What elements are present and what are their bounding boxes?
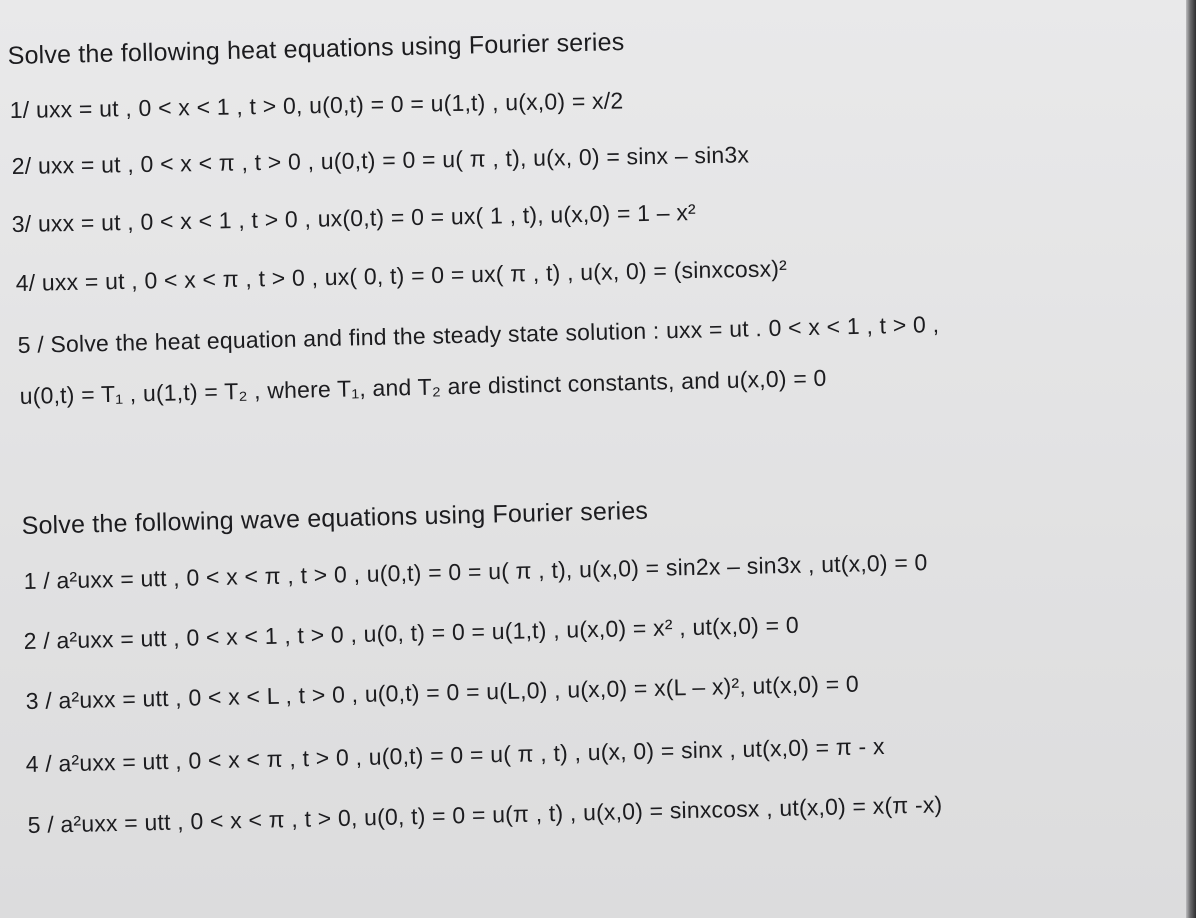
- heat-problem-3: 3/ uxx = ut , 0 < x < 1 , t > 0 , ux(0,t) = 0 = ux( 1 , t), u(x,0) = 1 – x²: [11, 199, 697, 238]
- wave-problem-1: 1 / a²uxx = utt , 0 < x < π , t > 0 , u(0,t) = 0 = u( π , t), u(x,0) = sin2x – sin3x , ut(x,0) = 0: [23, 549, 928, 595]
- photo-right-edge: [1186, 0, 1196, 918]
- heat-problem-1: 1/ uxx = ut , 0 < x < 1 , t > 0, u(0,t) = 0 = u(1,t) , u(x,0) = x/2: [9, 87, 624, 124]
- heat-problem-2: 2/ uxx = ut , 0 < x < π , t > 0 , u(0,t) = 0 = u( π , t), u(x, 0) = sinx – sin3x: [11, 141, 750, 180]
- wave-problem-3: 3 / a²uxx = utt , 0 < x < L , t > 0 , u(0,t) = 0 = u(L,0) , u(x,0) = x(L – x)², ut(x,0) = 0: [25, 670, 860, 715]
- wave-problem-2: 2 / a²uxx = utt , 0 < x < 1 , t > 0 , u(0, t) = 0 = u(1,t) , u(x,0) = x² , ut(x,0) = 0: [23, 611, 800, 655]
- wave-problem-5: 5 / a²uxx = utt , 0 < x < π , t > 0, u(0, t) = 0 = u(π , t) , u(x,0) = sinxcosx , ut(x,0) = x(π -x): [27, 791, 943, 839]
- heat-heading: Solve the following heat equations using Fourier series: [7, 28, 625, 71]
- wave-heading: Solve the following wave equations using Fourier series: [21, 496, 649, 541]
- wave-problem-4: 4 / a²uxx = utt , 0 < x < π , t > 0 , u(0,t) = 0 = u( π , t) , u(x, 0) = sinx , ut(x,0) = π - x: [25, 733, 885, 778]
- heat-problem-5-continued: u(0,t) = T₁ , u(1,t) = T₂ , where T₁, and T₂ are distinct constants, and u(x,0) = 0: [19, 364, 827, 410]
- heat-problem-5: 5 / Solve the heat equation and find the steady state solution : uxx = ut . 0 < x < 1 , t > 0 ,: [17, 311, 940, 359]
- heat-problem-4: 4/ uxx = ut , 0 < x < π , t > 0 , ux( 0, t) = 0 = ux( π , t) , u(x, 0) = (sinxcosx)²: [15, 255, 788, 297]
